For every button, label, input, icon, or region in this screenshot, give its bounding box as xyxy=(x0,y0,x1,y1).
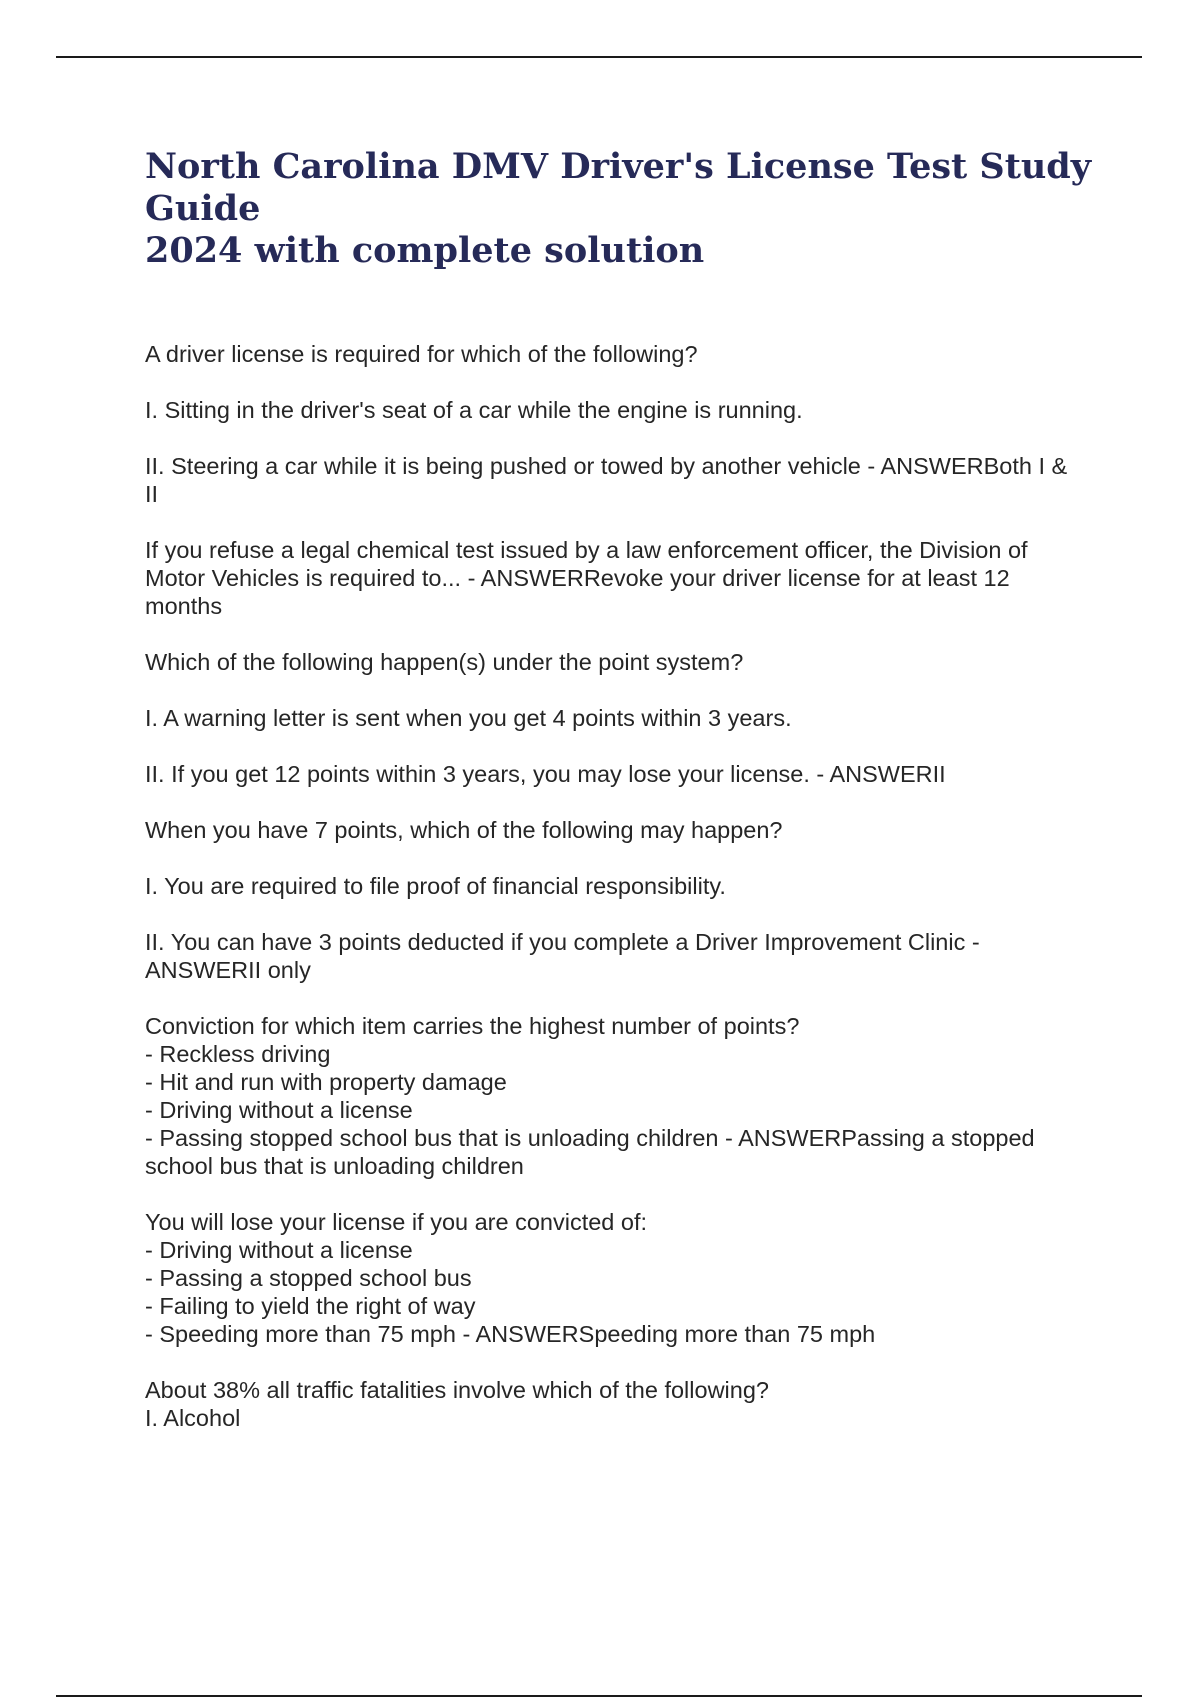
question-option: I. You are required to file proof of financial responsibility. xyxy=(145,873,726,899)
question-option: - Reckless driving xyxy=(145,1041,331,1067)
header-rule xyxy=(56,56,1142,58)
question-text: Conviction for which item carries the highest number of points? xyxy=(145,1013,800,1039)
question-option: - Hit and run with property damage xyxy=(145,1069,507,1095)
question-text: Which of the following happen(s) under the point system? xyxy=(145,649,744,675)
title-line-1: North Carolina DMV Driver's License Test Study Guide xyxy=(145,146,1092,229)
document-body xyxy=(145,340,1075,1460)
question-answer: If you refuse a legal chemical test issued by a law enforcement officer, the Division of Motor Vehicles is required to... - ANSWERRevoke your driver license for at least 12 months xyxy=(145,537,1028,619)
question-text: You will lose your license if you are convicted of: xyxy=(145,1209,648,1235)
title-line-2: 2024 with complete solution xyxy=(145,230,705,271)
question-option-answer: - Passing stopped school bus that is unloading children - ANSWERPassing a stopped school bus that is unloading children xyxy=(145,1125,1035,1179)
question-text: When you have 7 points, which of the following may happen? xyxy=(145,817,783,843)
question-option: I. A warning letter is sent when you get 4 points within 3 years. xyxy=(145,705,792,731)
question-block-alcohol xyxy=(145,1376,1075,1432)
question-option-answer: II. Steering a car while it is being pushed or towed by another vehicle - ANSWERBoth I & II xyxy=(145,453,1068,507)
footer-rule xyxy=(56,1695,1142,1697)
question-block-lose-license xyxy=(145,1208,1075,1348)
question-option: - Driving without a license xyxy=(145,1097,413,1123)
question-option-answer: II. You can have 3 points deducted if you complete a Driver Improvement Clinic - ANSWERII only xyxy=(145,929,980,983)
document-title xyxy=(145,146,1105,272)
question-text: A driver license is required for which of the following? xyxy=(145,341,698,367)
question-option-answer: - Speeding more than 75 mph - ANSWERSpeeding more than 75 mph xyxy=(145,1321,876,1347)
question-option: I. Alcohol xyxy=(145,1405,241,1431)
question-option: - Driving without a license xyxy=(145,1237,413,1263)
question-option: - Failing to yield the right of way xyxy=(145,1293,476,1319)
question-option: I. Sitting in the driver's seat of a car while the engine is running. xyxy=(145,397,803,423)
question-option: - Passing a stopped school bus xyxy=(145,1265,472,1291)
question-text: About 38% all traffic fatalities involve which of the following? xyxy=(145,1377,769,1403)
question-block-points xyxy=(145,1012,1075,1180)
question-option-answer: II. If you get 12 points within 3 years, you may lose your license. - ANSWERII xyxy=(145,761,946,787)
